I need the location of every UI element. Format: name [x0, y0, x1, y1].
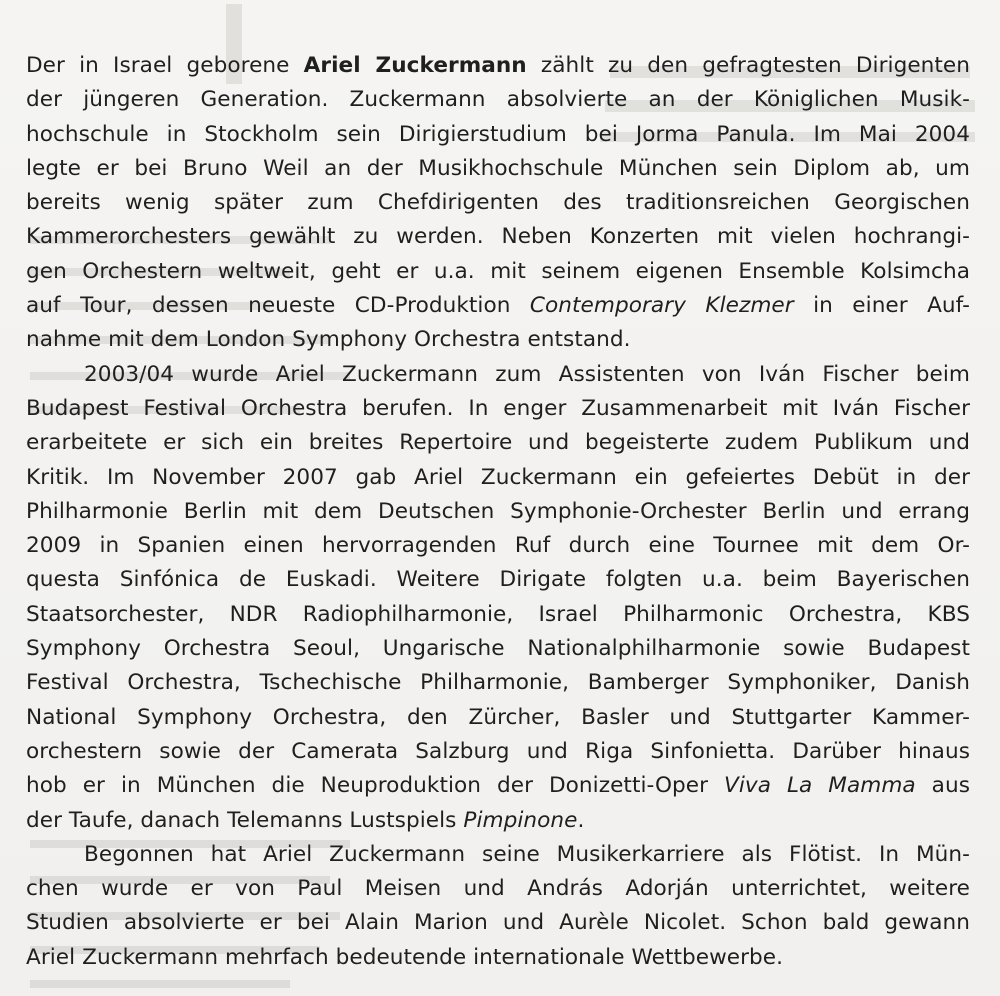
- text-segment: hob er in München die Neuproduktion der Donizetti-Oper: [26, 773, 724, 799]
- text-line: [26, 255, 970, 289]
- text-segment: auf Tour, dessen neueste CD-Produktion: [26, 293, 530, 319]
- text-line: [26, 701, 970, 735]
- text-line: [26, 152, 970, 186]
- text-line: [26, 426, 970, 460]
- text-line: [26, 49, 970, 83]
- text-line: [26, 666, 970, 700]
- text-segment: nahme mit dem London Symphony Orchestra entstand.: [26, 327, 631, 353]
- text-line: [26, 220, 970, 254]
- text-segment: Festival Orchestra, Tschechische Philharmonie, Bamberger Symphoniker, Danish: [26, 670, 970, 696]
- text-line: [26, 186, 970, 220]
- text-line: [26, 461, 970, 495]
- text-segment: chen wurde er von Paul Meisen und András Adorján unterrichtet, weitere: [26, 876, 970, 902]
- text-segment: orchestern sowie der Camerata Salzburg und Riga Sinfonietta. Darüber hinaus: [26, 738, 970, 764]
- text-line: [26, 769, 970, 803]
- text-line: [26, 392, 970, 426]
- text-line: [26, 83, 970, 117]
- bold-name: Ariel Zuckermann: [303, 53, 527, 78]
- text-line: [26, 118, 970, 152]
- text-line: [26, 872, 970, 906]
- text-line: [26, 289, 970, 323]
- text-line: [26, 735, 970, 769]
- text-segment: Budapest Festival Orchestra berufen. In enger Zusammenarbeit mit Iván Fischer: [26, 395, 970, 421]
- text-segment: hochschule in Stockholm sein Dirigierstudium bei Jorma Panula. Im Mai 2004: [26, 121, 970, 147]
- text-line: [26, 358, 970, 392]
- paragraph-3: [26, 838, 970, 975]
- text-segment: questa Sinfónica de Euskadi. Weitere Dirigate folgten u.a. beim Bayerischen: [26, 567, 970, 593]
- text-segment: Ariel Zuckermann mehrfach bedeutende internationale Wettbewerbe.: [26, 944, 784, 970]
- text-segment: in einer Auf-: [793, 293, 970, 319]
- text-segment: Staatsorchester, NDR Radiophilharmonie, Israel Philharmonic Orchestra, KBS: [26, 601, 970, 627]
- text-line: [26, 906, 970, 940]
- text-line: [26, 632, 970, 666]
- text-segment: der jüngeren Generation. Zuckermann absolvierte an der Königlichen Musik-: [26, 87, 970, 113]
- text-segment: zählt zu den gefragtesten Dirigenten: [526, 53, 970, 78]
- text-segment: erarbeitete er sich ein breites Repertoire und begeisterte zudem Publikum und: [26, 430, 970, 456]
- text-line: [26, 598, 970, 632]
- biography-text: [26, 49, 970, 975]
- text-segment: aus: [915, 773, 970, 799]
- text-line: [26, 529, 970, 563]
- text-segment: National Symphony Orchestra, den Zürcher, Basler und Stuttgarter Kammer-: [26, 704, 970, 730]
- text-segment: .: [577, 807, 585, 833]
- text-segment: bereits wenig später zum Chefdirigenten des traditionsreichen Georgischen: [26, 190, 970, 216]
- text-segment: Philharmonie Berlin mit dem Deutschen Symphonie-Orchester Berlin und errang: [26, 498, 970, 524]
- italic-title: Viva La Mamma: [724, 773, 916, 799]
- paragraph-2: [26, 358, 970, 838]
- text-line: [26, 495, 970, 529]
- text-segment: Kritik. Im November 2007 gab Ariel Zuckermann ein gefeiertes Debüt in der: [26, 464, 970, 490]
- text-segment: Der in Israel geborene: [26, 53, 304, 78]
- text-line: [26, 804, 970, 838]
- text-segment: 2003/04 wurde Ariel Zuckermann zum Assistenten von Iván Fischer beim: [84, 361, 970, 387]
- text-line: [26, 941, 970, 975]
- text-segment: Begonnen hat Ariel Zuckermann seine Musikerkarriere als Flötist. In Mün-: [84, 841, 970, 867]
- italic-title: Contemporary Klezmer: [529, 293, 794, 319]
- text-segment: Kammerorchesters gewählt zu werden. Neben Konzerten mit vielen hochrangi-: [26, 224, 970, 250]
- paragraph-1: [26, 49, 970, 358]
- text-line: [26, 838, 970, 872]
- text-segment: Studien absolvierte er bei Alain Marion und Aurèle Nicolet. Schon bald gewann: [26, 910, 970, 936]
- italic-title: Pimpinone: [463, 807, 578, 833]
- text-line: [26, 323, 970, 357]
- text-segment: gen Orchestern weltweit, geht er u.a. mit seinem eigenen Ensemble Kolsimcha: [26, 258, 970, 284]
- text-segment: der Taufe, danach Telemanns Lustspiels: [26, 807, 464, 833]
- text-segment: legte er bei Bruno Weil an der Musikhochschule München sein Diplom ab, um: [26, 155, 970, 181]
- text-segment: 2009 in Spanien einen hervorragenden Ruf durch eine Tournee mit dem Or-: [26, 533, 970, 559]
- text-line: [26, 563, 970, 597]
- text-segment: Symphony Orchestra Seoul, Ungarische Nationalphilharmonie sowie Budapest: [26, 636, 970, 662]
